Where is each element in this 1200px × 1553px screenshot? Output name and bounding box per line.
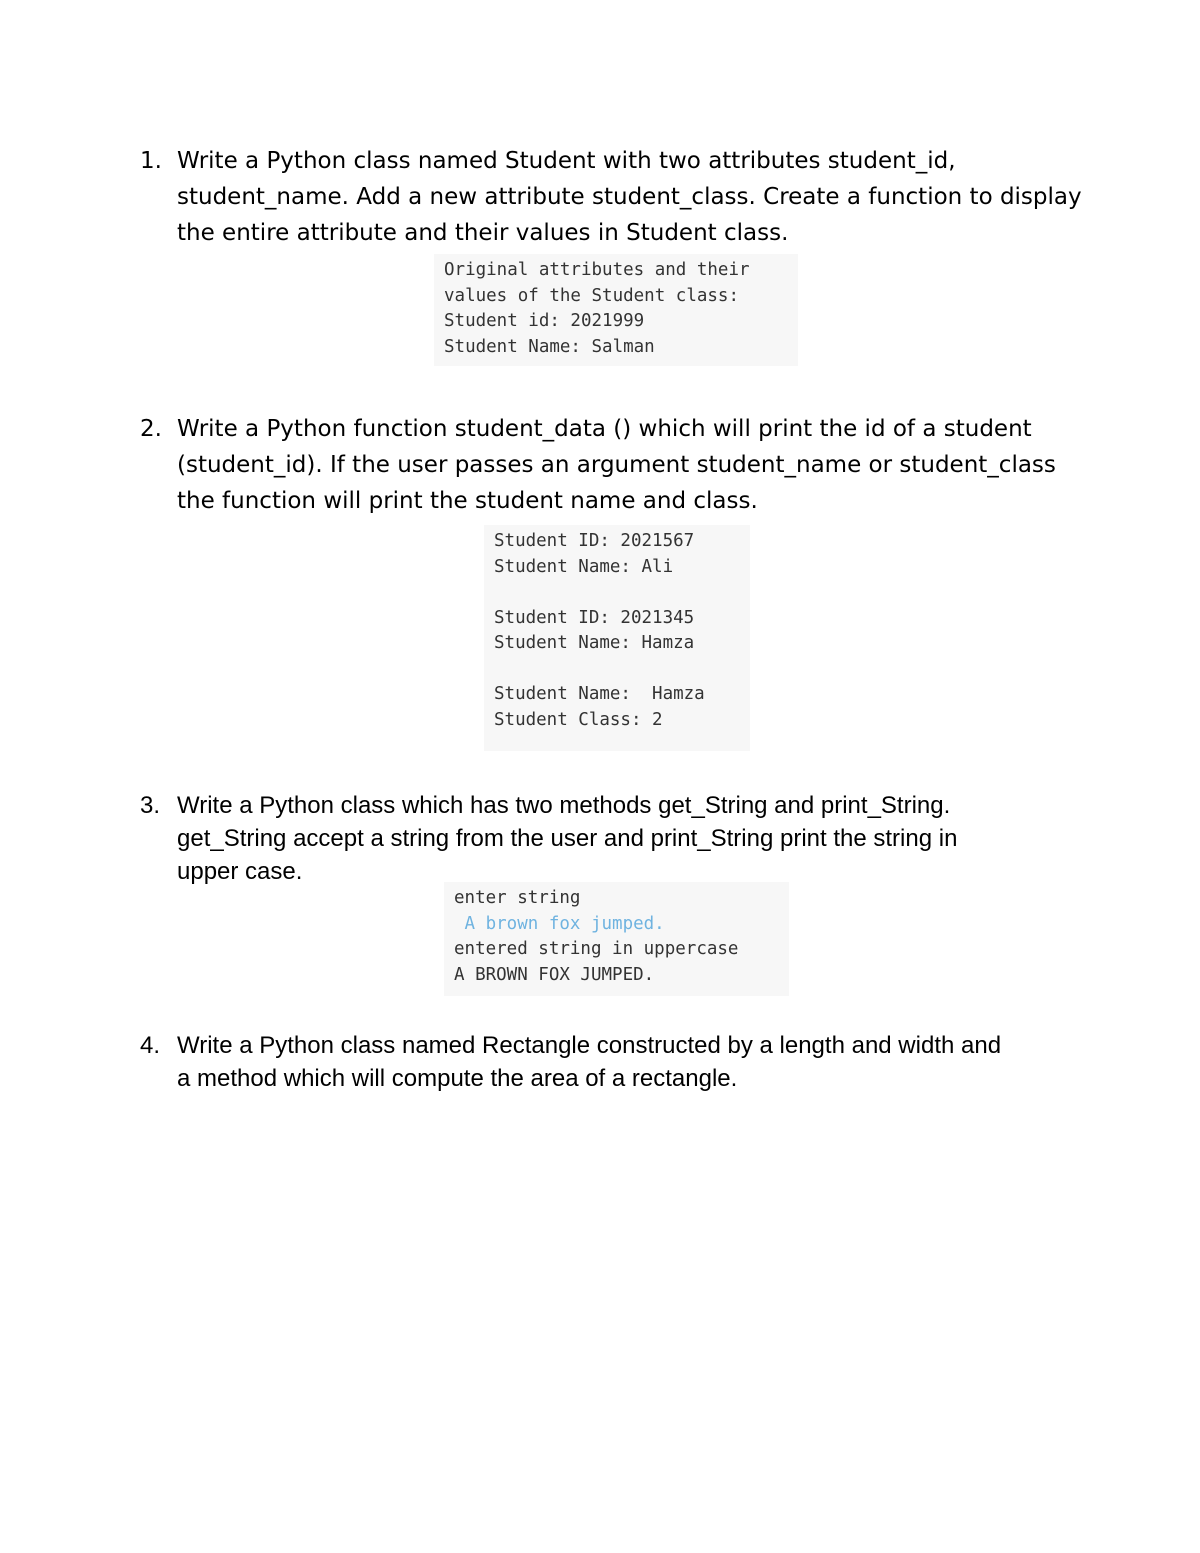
question-2-line-1: Write a Python function student_data () which will print the id of a student: [177, 416, 1032, 442]
question-3-line-1: Write a Python class which has two methods get_String and print_String.: [177, 792, 951, 819]
question-2-output-box: [484, 525, 750, 751]
question-3-text: [177, 789, 1077, 888]
question-3-line-2: get_String accept a string from the user and print_String print the string in: [177, 825, 958, 852]
question-3-line-3: upper case.: [177, 858, 303, 885]
output-line: [494, 657, 750, 683]
output-line-user-input: A brown fox jumped.: [454, 913, 665, 934]
question-1-line-1: Write a Python class named Student with two attributes student_id,: [177, 148, 956, 174]
question-4-line-2: a method which will compute the area of a rectangle.: [177, 1065, 738, 1092]
output-line: entered string in uppercase: [454, 939, 739, 959]
output-line: A BROWN FOX JUMPED.: [454, 964, 655, 985]
output-line: Original attributes and their: [444, 260, 750, 280]
question-3-number: 3.: [140, 792, 161, 819]
output-line: Student id: 2021999: [444, 311, 645, 331]
question-4-text: [177, 1029, 1077, 1095]
question-4-line-1: Write a Python class named Rectangle constructed by a length and width and: [177, 1032, 1002, 1059]
output-line: enter string: [454, 888, 581, 908]
question-2-number: 2.: [140, 416, 162, 442]
question-4-number: 4.: [140, 1032, 161, 1059]
question-1-number: 1.: [140, 148, 162, 174]
question-2-line-3: the function will print the student name and class.: [177, 488, 758, 514]
question-1-line-3: the entire attribute and their values in Student class.: [177, 220, 789, 246]
output-line: Student Name: Salman: [444, 336, 655, 357]
question-1-output-box: [434, 254, 798, 366]
output-line: Student Class: 2: [494, 709, 663, 730]
question-3-output-box: [444, 882, 789, 996]
output-line: Student Name: Hamza: [494, 633, 695, 653]
question-1-text: [177, 143, 1082, 251]
output-line: Student ID: 2021345: [494, 607, 695, 628]
question-1-line-2: student_name. Add a new attribute student_class. Create a function to display: [177, 184, 1082, 210]
output-line: Student Name: Ali: [494, 556, 674, 577]
question-2-line-2: (student_id). If the user passes an argument student_name or student_class: [177, 452, 1056, 478]
output-line: Student ID: 2021567: [494, 531, 695, 551]
question-2-text: [177, 411, 1077, 519]
output-line: Student Name: Hamza: [494, 684, 705, 704]
output-line: [494, 580, 750, 606]
output-line: values of the Student class:: [444, 285, 740, 306]
